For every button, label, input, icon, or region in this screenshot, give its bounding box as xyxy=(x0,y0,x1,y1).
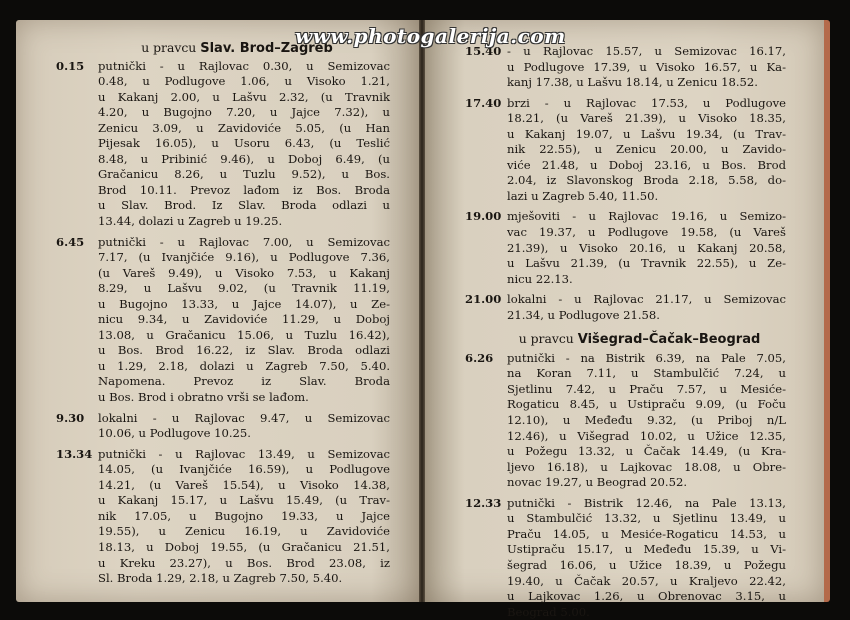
heading-prefix: u pravcu xyxy=(518,331,574,347)
entry-text-line: u Kakanj 2.00, u Lašvu 2.32, (u Travnik xyxy=(98,89,390,104)
entry-text-line: putnički - u Rajlovac 0.30, u Semizovac xyxy=(98,58,390,73)
entry-text-line: Sjetlinu 7.42, u Praču 7.57, u Mesiće- xyxy=(507,381,786,396)
departure-time: 21.00 xyxy=(465,292,502,307)
left-page-content xyxy=(16,20,420,602)
departure-time: 6.26 xyxy=(465,350,494,365)
entry-text-line: nik 22.55), u Zenicu 20.00, u Zavido- xyxy=(507,142,786,157)
entry-text-line: putnički - Bistrik 12.46, na Pale 13.13, xyxy=(507,495,786,510)
entry-text-line: u Stambulčić 13.32, u Sjetlinu 13.49, u xyxy=(507,511,786,526)
timetable-entry xyxy=(465,44,786,91)
entry-text-line: Beograd 5.00. xyxy=(507,604,590,619)
entry-text-line: nicu 9.34, u Zavidoviće 11.29, u Doboj xyxy=(98,312,390,327)
right-entries-top xyxy=(465,44,786,323)
departure-time: 6.45 xyxy=(56,234,85,249)
entry-text-line: nik 17.05, u Bugojno 19.33, u Jajce xyxy=(98,508,390,523)
entry-text-line: u 1.29, 2.18, dolazi u Zagreb 7.50, 5.40. xyxy=(98,358,390,373)
entry-text-line: 18.13, u Doboj 19.55, (u Gračanicu 21.51, xyxy=(98,539,390,554)
timetable-entry xyxy=(465,351,786,491)
entry-text-line: u Kakanj 15.17, u Lašvu 15.49, (u Trav- xyxy=(98,493,390,508)
entry-text-line: u Bugojno 13.33, u Jajce 14.07), u Ze- xyxy=(98,296,390,311)
heading-route: Slav. Brod–Zagreb xyxy=(200,41,333,56)
departure-time: 15.40 xyxy=(465,44,502,58)
entry-text-line: ljevo 16.18), u Lajkovac 18.08, u Obre- xyxy=(507,459,786,474)
entry-text-line: u Požegu 13.32, u Čačak 14.49, (u Kra- xyxy=(507,444,786,459)
entry-text-line: u Kreku 23.27), u Bos. Brod 23.08, iz xyxy=(98,555,390,570)
entry-text-line: viće 21.48, u Doboj 23.16, u Bos. Brod xyxy=(507,157,786,172)
entry-text-line: novac 19.27, u Beograd 20.52. xyxy=(507,475,688,490)
entry-text-line: 19.40, u Čačak 20.57, u Kraljevo 22.42, xyxy=(507,573,786,588)
entry-text-line: 14.05, (u Ivanjčiće 16.59), u Podlugove xyxy=(98,462,390,477)
entry-text-line: u Podlugove 17.39, u Visoko 16.57, u Ka- xyxy=(507,59,786,74)
right-page-content xyxy=(425,20,824,619)
watermark-text: www.photogalerija.com xyxy=(295,24,566,48)
entry-text-line: 19.55), u Zenicu 16.19, u Zavidoviće xyxy=(98,524,390,539)
entry-text-line: 13.44, dolazi u Zagreb u 19.25. xyxy=(98,214,283,229)
entry-text-line: 10.06, u Podlugove 10.25. xyxy=(98,426,251,441)
entry-text-line: 18.21, (u Vareš 21.39), u Visoko 18.35, xyxy=(507,111,786,126)
departure-time: 13.34 xyxy=(56,446,93,461)
entry-text-line: (u Vareš 9.49), u Visoko 7.53, u Kakanj xyxy=(98,265,390,280)
departure-time: 17.40 xyxy=(465,95,502,110)
entry-text-line: lokalni - u Rajlovac 21.17, u Semizovac xyxy=(507,292,786,307)
timetable-entry xyxy=(465,496,786,620)
entry-text-line: 0.48, u Podlugove 1.06, u Visoko 1.21, xyxy=(98,74,390,89)
timetable-entry xyxy=(56,235,390,406)
right-entries-bottom xyxy=(465,351,786,620)
entry-text-line: 13.08, u Gračanicu 15.06, u Tuzlu 16.42), xyxy=(98,327,390,342)
entry-text-line: u Slav. Brod. Iz Slav. Broda odlazi u xyxy=(98,198,390,213)
heading-route: Višegrad–Čačak–Beograd xyxy=(577,332,761,348)
entry-text-line: brzi - u Rajlovac 17.53, u Podlugove xyxy=(507,95,786,110)
entry-text-line: u Lajkovac 1.26, u Obrenovac 3.15, u xyxy=(507,589,786,604)
departure-time: 9.30 xyxy=(56,410,85,425)
entry-text-line: Napomena. Prevoz iz Slav. Broda xyxy=(98,374,390,389)
entry-text-line: lazi u Zagreb 5.40, 11.50. xyxy=(507,188,659,203)
timetable-entry xyxy=(56,59,390,230)
right-page xyxy=(425,20,830,619)
entry-text-line: Pijesak 16.05), u Usoru 6.43, (u Teslić xyxy=(98,136,390,151)
left-page xyxy=(16,20,420,602)
entry-text-line: na Koran 7.11, u Stambulčić 7.24, u xyxy=(507,366,786,381)
entry-text-line: vac 19.37, u Podlugove 19.58, (u Vareš xyxy=(507,225,786,240)
entry-text-line: u Lašvu 21.39, (u Travnik 22.55), u Ze- xyxy=(507,256,786,271)
entry-text-line: Gračanicu 8.26, u Tuzlu 9.52), u Bos. xyxy=(98,167,390,182)
entry-text-line: - u Rajlovac 15.57, u Semizovac 16.17, xyxy=(507,44,786,58)
entry-text-line: u Kakanj 19.07, u Lašvu 19.34, (u Trav- xyxy=(507,126,786,141)
timetable-entry xyxy=(465,209,786,287)
entry-text-line: Rogaticu 8.45, u Ustipraču 9.09, (u Foču xyxy=(507,397,786,412)
entry-text-line: šegrad 16.06, u Užice 18.39, u Požegu xyxy=(507,557,786,572)
entry-text-line: u Bos. Brod 16.22, iz Slav. Broda odlazi xyxy=(98,343,390,358)
departure-time: 12.33 xyxy=(465,495,502,510)
entry-text-line: 8.29, u Lašvu 9.02, (u Travnik 11.19, xyxy=(98,281,390,296)
entry-text-line: putnički - u Rajlovac 13.49, u Semizovac xyxy=(98,446,390,461)
entry-text-line: 21.34, u Podlugove 21.58. xyxy=(507,307,660,322)
entry-text-line: Zenicu 3.09, u Zavidoviće 5.05, (u Han xyxy=(98,120,390,135)
entry-text-line: 12.46), u Višegrad 10.02, u Užice 12.35, xyxy=(507,428,786,443)
timetable-entry xyxy=(56,447,390,587)
entry-text-line: 14.21, (u Vareš 15.54), u Visoko 14.38, xyxy=(98,477,390,492)
left-entries xyxy=(56,59,390,587)
timetable-entry xyxy=(56,411,390,442)
entry-text-line: Praču 14.05, u Mesiće-Rogaticu 14.53, u xyxy=(507,526,786,541)
heading-prefix: u pravcu xyxy=(141,40,197,55)
entry-text-line: 4.20, u Bugojno 7.20, u Jajce 7.32), u xyxy=(98,105,390,120)
entry-text-line: Ustipraču 15.17, u Međeđu 15.39, u Vi- xyxy=(507,542,786,557)
entry-text-line: putnički - u Rajlovac 7.00, u Semizovac xyxy=(98,234,390,249)
entry-text-line: 21.39), u Visoko 20.16, u Kakanj 20.58, xyxy=(507,240,786,255)
entry-text-line: 7.17, (u Ivanjčiće 9.16), u Podlugove 7.36, xyxy=(98,250,390,265)
departure-time: 19.00 xyxy=(465,209,502,224)
entry-text-line: kanj 17.38, u Lašvu 18.14, u Zenicu 18.52. xyxy=(507,75,758,90)
entry-text-line: 2.04, iz Slavonskog Broda 2.18, 5.58, do- xyxy=(507,173,786,188)
entry-text-line: mješoviti - u Rajlovac 19.16, u Semizo- xyxy=(507,209,786,224)
entry-text-line: Sl. Broda 1.29, 2.18, u Zagreb 7.50, 5.40. xyxy=(98,571,343,586)
timetable-entry xyxy=(465,96,786,205)
entry-text-line: u Bos. Brod i obratno vrši se lađom. xyxy=(98,390,309,405)
entry-text-line: 12.10), u Međeđu 9.32, (u Priboj n/L xyxy=(507,413,786,428)
entry-text-line: Brod 10.11. Prevoz lađom iz Bos. Broda xyxy=(98,182,390,197)
timetable-entry xyxy=(465,292,786,323)
entry-text-line: 8.48, u Pribinić 9.46), u Doboj 6.49, (u xyxy=(98,151,390,166)
entry-text-line: nicu 22.13. xyxy=(507,271,573,286)
entry-text-line: lokalni - u Rajlovac 9.47, u Semizovac xyxy=(98,410,390,425)
departure-time: 0.15 xyxy=(56,58,85,73)
entry-text-line: putnički - na Bistrik 6.39, na Pale 7.05, xyxy=(507,350,786,365)
right-page-heading xyxy=(493,331,786,348)
